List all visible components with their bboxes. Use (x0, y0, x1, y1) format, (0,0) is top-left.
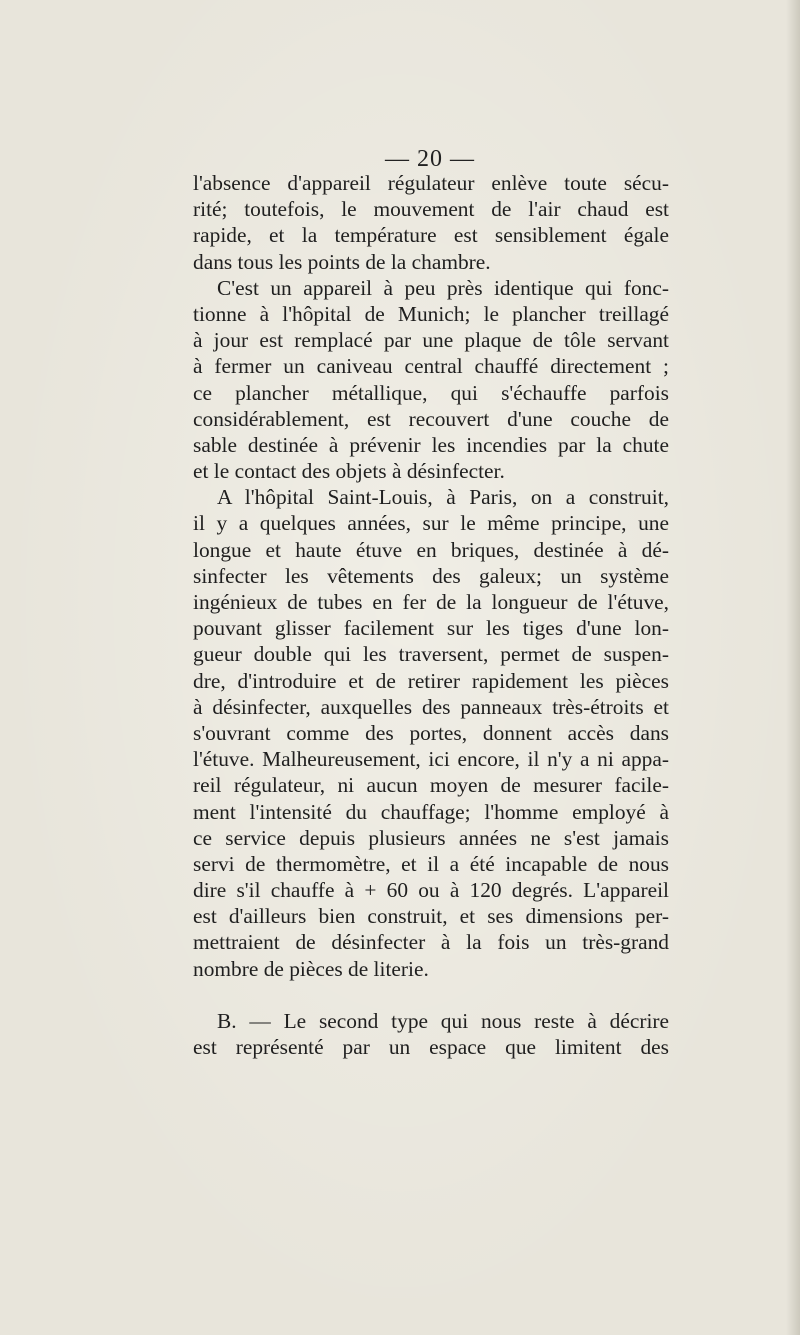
text-line: dire s'il chauffe à + 60 ou à 120 degrés. L'appareil (193, 878, 669, 903)
text-line: considérablement, est recouvert d'une couche de (193, 406, 669, 431)
text-line: sable destinée à prévenir les incendies par la chute (193, 432, 669, 457)
text-line: rapide, et la température est sensiblement égale (193, 223, 669, 248)
paragraph (193, 484, 669, 982)
text-line: à fermer un caniveau central chauffé directement ; (193, 354, 669, 379)
text-line: A l'hôpital Saint-Louis, à Paris, on a construit, (217, 485, 669, 510)
text-line: dans tous les points de la chambre. (193, 249, 491, 274)
text-line: l'étuve. Malheureusement, ici encore, il n'y a ni appa- (193, 747, 669, 772)
text-line: est d'ailleurs bien construit, et ses dimensions per- (193, 904, 669, 929)
text-line: à désinfecter, auxquelles des panneaux très-étroits et (193, 694, 669, 719)
text-line: ce service depuis plusieurs années ne s'est jamais (193, 825, 669, 850)
body-text (193, 170, 669, 1060)
page-number: — 20 — (385, 146, 475, 172)
text-line: s'ouvrant comme des portes, donnent accès dans (193, 720, 669, 745)
text-line: et le contact des objets à désinfecter. (193, 459, 505, 484)
paragraph (193, 170, 669, 275)
paragraph (193, 275, 669, 485)
text-line: tionne à l'hôpital de Munich; le plancher treillagé (193, 301, 669, 326)
text-line: longue et haute étuve en briques, destinée à dé- (193, 537, 669, 562)
text-line: mettraient de désinfecter à la fois un très-grand (193, 930, 669, 955)
text-line: servi de thermomètre, et il a été incapable de nous (193, 851, 669, 876)
text-line: gueur double qui les traversent, permet de suspen- (193, 642, 669, 667)
page-edge-shadow (786, 0, 800, 1335)
text-line: C'est un appareil à peu près identique qui fonc- (217, 275, 669, 300)
text-line: est représenté par un espace que limitent des (193, 1035, 669, 1059)
text-line: ce plancher métallique, qui s'échauffe parfois (193, 380, 669, 405)
text-line: à jour est remplacé par une plaque de tôle servant (193, 328, 669, 353)
text-line: rité; toutefois, le mouvement de l'air chaud est (193, 197, 669, 222)
text-line: reil régulateur, ni aucun moyen de mesurer facile- (193, 773, 669, 798)
text-line: ment l'intensité du chauffage; l'homme employé à (193, 799, 669, 824)
text-line: dre, d'introduire et de retirer rapidement les pièces (193, 668, 669, 693)
text-line: il y a quelques années, sur le même principe, une (193, 511, 669, 536)
paragraph-gap (193, 982, 669, 1008)
text-line: nombre de pièces de literie. (193, 956, 429, 981)
text-line: ingénieux de tubes en fer de la longueur de l'étuve, (193, 590, 669, 614)
text-line: B. — Le second type qui nous reste à décrire (217, 1008, 669, 1033)
text-line: l'absence d'appareil régulateur enlève toute sécu- (193, 171, 669, 195)
text-line: sinfecter les vêtements des galeux; un système (193, 563, 669, 588)
paragraph (193, 1008, 669, 1060)
text-line: pouvant glisser facilement sur les tiges d'une lon- (193, 616, 669, 641)
